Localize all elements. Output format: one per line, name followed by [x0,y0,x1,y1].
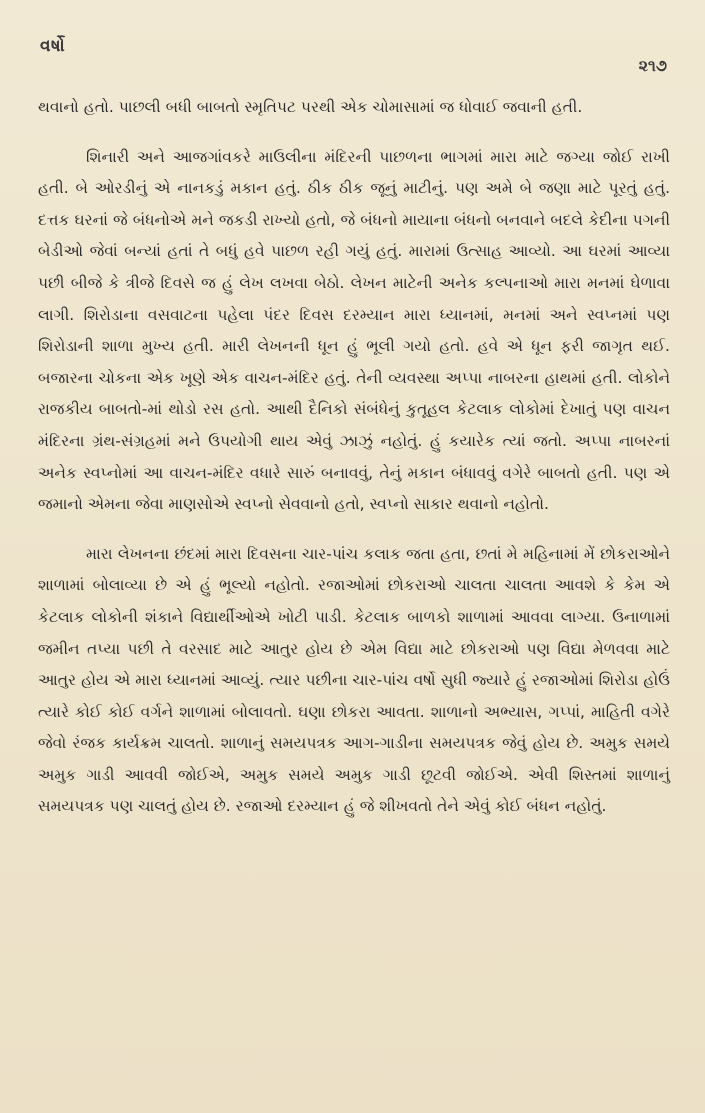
page-number: ૨૧૭ [638,56,667,75]
paragraph-new-home: શિનારી અને આજગાંવકરે માઉલીના મંદિરની પાછળના ભાગમાં મારા માટે જગ્યા જોઈ રાખી હતી. બે ઓરડીનું એ નાનકડું મકાન હતું. ઠીક ઠીક જૂનું માટીનું. પણ અમે બે જણા માટે પૂરતું હતું. દત્તક ઘરનાં જે બંધનોએ મને જકડી રાખ્યો હતો, જે બંધનો માયાના બંધનો બનવાને બદલે કેદીના પગની બેડીઓ જેવાં બન્યાં હતાં તે બધું હવે પાછળ રહી ગયું હતું. મારામાં ઉત્સાહ આવ્યો. આ ઘરમાં આવ્યા પછી બીજે કે ત્રીજે દિવસે જ હું લેખ લખવા બેઠો. લેખન માટેની અનેક કલ્પનાઓ મારા મનમાં ઘેળાવા લાગી. શિરોડાના વસવાટના પહેલા પંદર દિવસ દરમ્યાન મારા ધ્યાનમાં, મનમાં અને સ્વપ્નમાં પણ શિરોડાની શાળા મુખ્ય હતી. મારી લેખનની ધૂન હું ભૂલી ગયો હતો. હવે એ ધૂન ફરી જાગૃત થઈ. બજારના ચોકના એક ખૂણે એક વાચન-મંદિર હતું. તેની વ્યવસ્થા અપ્પા નાબરના હાથમાં હતી. લોકોને રાજકીય બાબતો-માં થોડો રસ હતો. આથી દૈનિકો સંબંધેનું કુતૂહલ કેટલાક લોકોમાં દેખાતું પણ વાચન મંદિરના ગ્રંથ-સંગ્રહમાં મને ઉપયોગી થાય એવું ઝાઝું નહોતું. હું કયારેક ત્યાં જતો. અપ્પા નાબરનાં અનેક સ્વપ્નોમાં આ વાચન-મંદિર વધારે સારું બનાવવું, તેનું મકાન બંધાવવું વગેરે બાબતો હતી. પણ એ જમાનો એમના જેવા માણસોએ સ્વપ્નો સેવવાનો હતો, સ્વપ્નો સાકાર થવાનો નહોતો. [38,147,670,514]
page-body [38,92,670,823]
paragraph-continuation: થવાનો હતો. પાછલી બધી બાબતો સ્મૃતિપટ પરથી એક ચોમાસામાં જ ધોવાઈ જવાની હતી. [38,98,583,116]
paragraph-school-vacation: મારા લેખનના છંદમાં મારા દિવસના ચાર-પાંચ કલાક જતા હતા, છતાં મે મહિનામાં મેં છોકરાઓને શાળામાં બોલાવ્યા છે એ હું ભૂલ્યો નહોતો. રજાઓમાં છોકરાઓ ચાલતા ચાલતા આવશે કે કેમ એ કેટલાક લોકોની શંકાને વિદ્યાર્થીઓએ ખોટી પાડી. કેટલાક બાળકો શાળામાં આવવા લાગ્યા. ઉનાળામાં જમીન તપ્યા પછી તે વરસાદ માટે આતુર હોય છે એમ વિદ્યા માટે છોકરાઓ પણ વિદ્યા મેળવવા માટે આતુર હોય એ મારા ધ્યાનમાં આવ્યું. ત્યાર પછીના ચાર-પાંચ વર્ષો સુધી જ્યારે હું રજાઓમાં શિરોડા હોઉં ત્યારે કોઈ કોઈ વર્ગને શાળામાં બોલાવતો. ઘણા છોકરા આવતા. શાળાનો અભ્યાસ, ગપ્પાં, માહિતી વગેરે જેવો રંજક કાર્યક્રમ ચાલતો. શાળાનું સમયપત્રક આગ-ગાડીના સમયપત્રક જેવું હોય છે. અમુક સમયે અમુક ગાડી આવવી જોઈએ, અમુક સમયે અમુક ગાડી છૂટવી જોઈએ. એવી શિસ્તમાં શાળાનું સમયપત્રક પણ ચાલતું હોય છે. રજાઓ દરમ્યાન હું જે શીખવતો તેને એવું કોઈ બંધન નહોતું. [38,544,670,816]
running-header: વર્ષો [40,36,66,56]
